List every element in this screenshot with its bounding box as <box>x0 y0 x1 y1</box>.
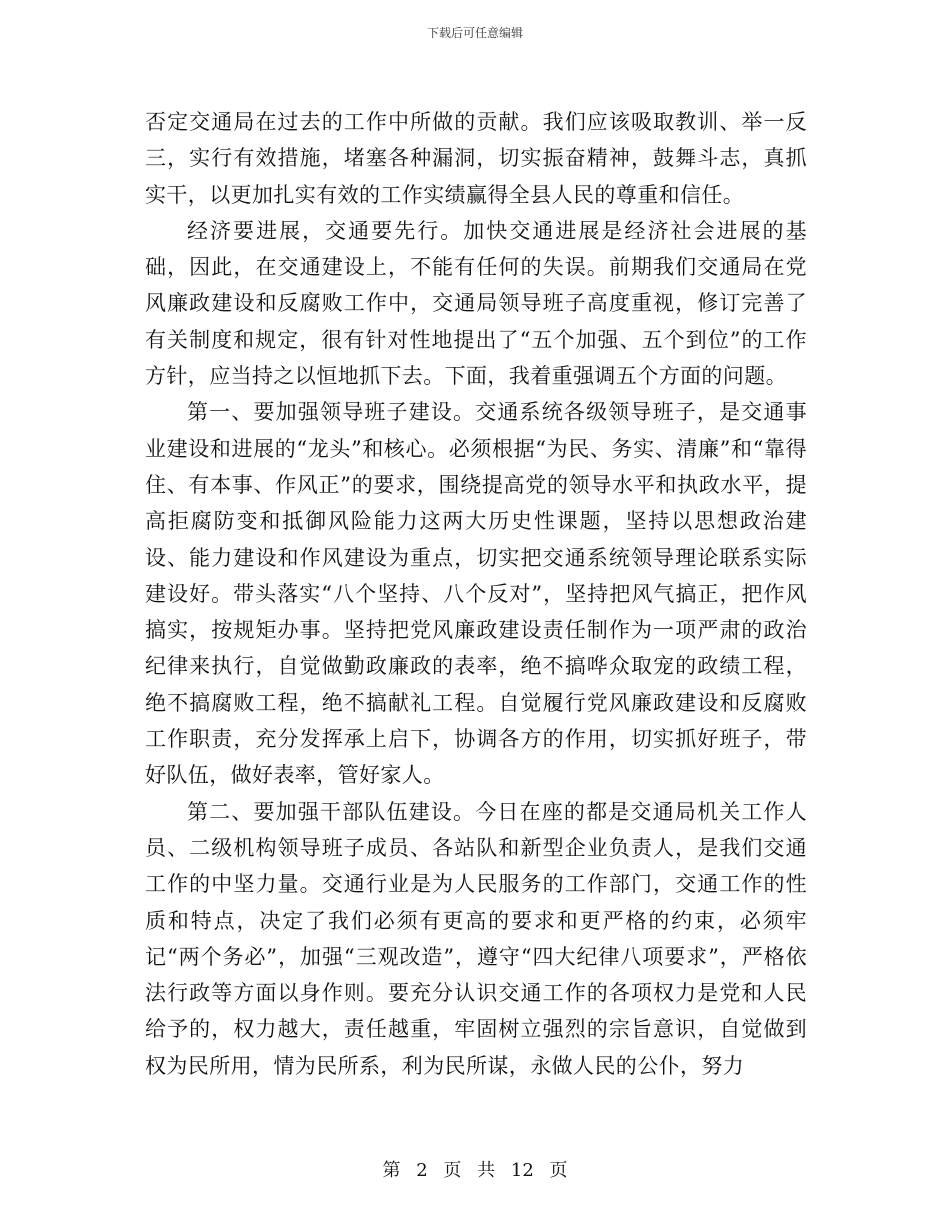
footer-page-label: 页 <box>443 1160 462 1181</box>
footer-total-pages: 12 <box>510 1160 534 1181</box>
paragraph-1: 否定交通局在过去的工作中所做的贡献。我们应该吸取教训、举一反三，实行有效措施，堵塞各种漏洞，切实振奋精神，鼓舞斗志，真抓实干，以更加扎实有效的工作实绩赢得全县人民的尊重和信任。 <box>145 110 807 207</box>
header-note: 下载后可任意编辑 <box>426 26 523 40</box>
paragraph-4: 第二、要加强干部队伍建设。今日在座的都是交通局机关工作人员、二级机构领导班子成员、各站队和新型企业负责人，是我们交通工作的中坚力量。交通行业是为人民服务的工作部门，交通工作的性质和特点，决定了我们必须有更高的要求和更严格的约束，必须牢记“两个务必”，加强“三观改造”，遵守“四大纪律八项要求”，严格依法行政等方面以身作则。要充分认识交通工作的各项权力是党和人民给予的，权力越大，责任越重，牢固树立强烈的宗旨意识，自觉做到权为民所用，情为民所系，利为民所谋，永做人民的公仆，努力 <box>145 799 807 1078</box>
footer-prefix: 第 <box>382 1160 401 1181</box>
page-footer <box>0 1156 950 1182</box>
paragraph-3: 第一、要加强领导班子建设。交通系统各级领导班子，是交通事业建设和进展的“龙头”和核心。必须根据“为民、务实、清廉”和“靠得住、有本事、作风正”的要求，围绕提高党的领导水平和执政水平，提高拒腐防变和抵御风险能力这两大历史性课题，坚持以思想政治建设、能力建设和作风建设为重点，切实把交通系统领导理论联系实际建设好。带头落实“八个坚持、八个反对”，坚持把风气搞正，把作风搞实，按规矩办事。坚持把党风廉政建设责任制作为一项严肃的政治纪律来执行，自觉做勤政廉政的表率，绝不搞哗众取宠的政绩工程，绝不搞腐败工程，绝不搞献礼工程。自觉履行党风廉政建设和反腐败工作职责，充分发挥承上启下，协调各方的作用，切实抓好班子，带好队伍，做好表率，管好家人。 <box>145 400 807 788</box>
document-body <box>145 104 807 1084</box>
paragraph-2: 经济要进展，交通要先行。加快交通进展是经济社会进展的基础，因此，在交通建设上，不能有任何的失误。前期我们交通局在党风廉政建设和反腐败工作中，交通局领导班子高度重视，修订完善了有关制度和规定，很有针对性地提出了“五个加强、五个到位”的工作方针，应当持之以恒地抓下去。下面，我着重强调五个方面的问题。 <box>145 218 807 389</box>
footer-suffix: 页 <box>549 1160 568 1181</box>
footer-page-number: 2 <box>416 1160 428 1181</box>
footer-total-label: 共 <box>477 1160 496 1181</box>
